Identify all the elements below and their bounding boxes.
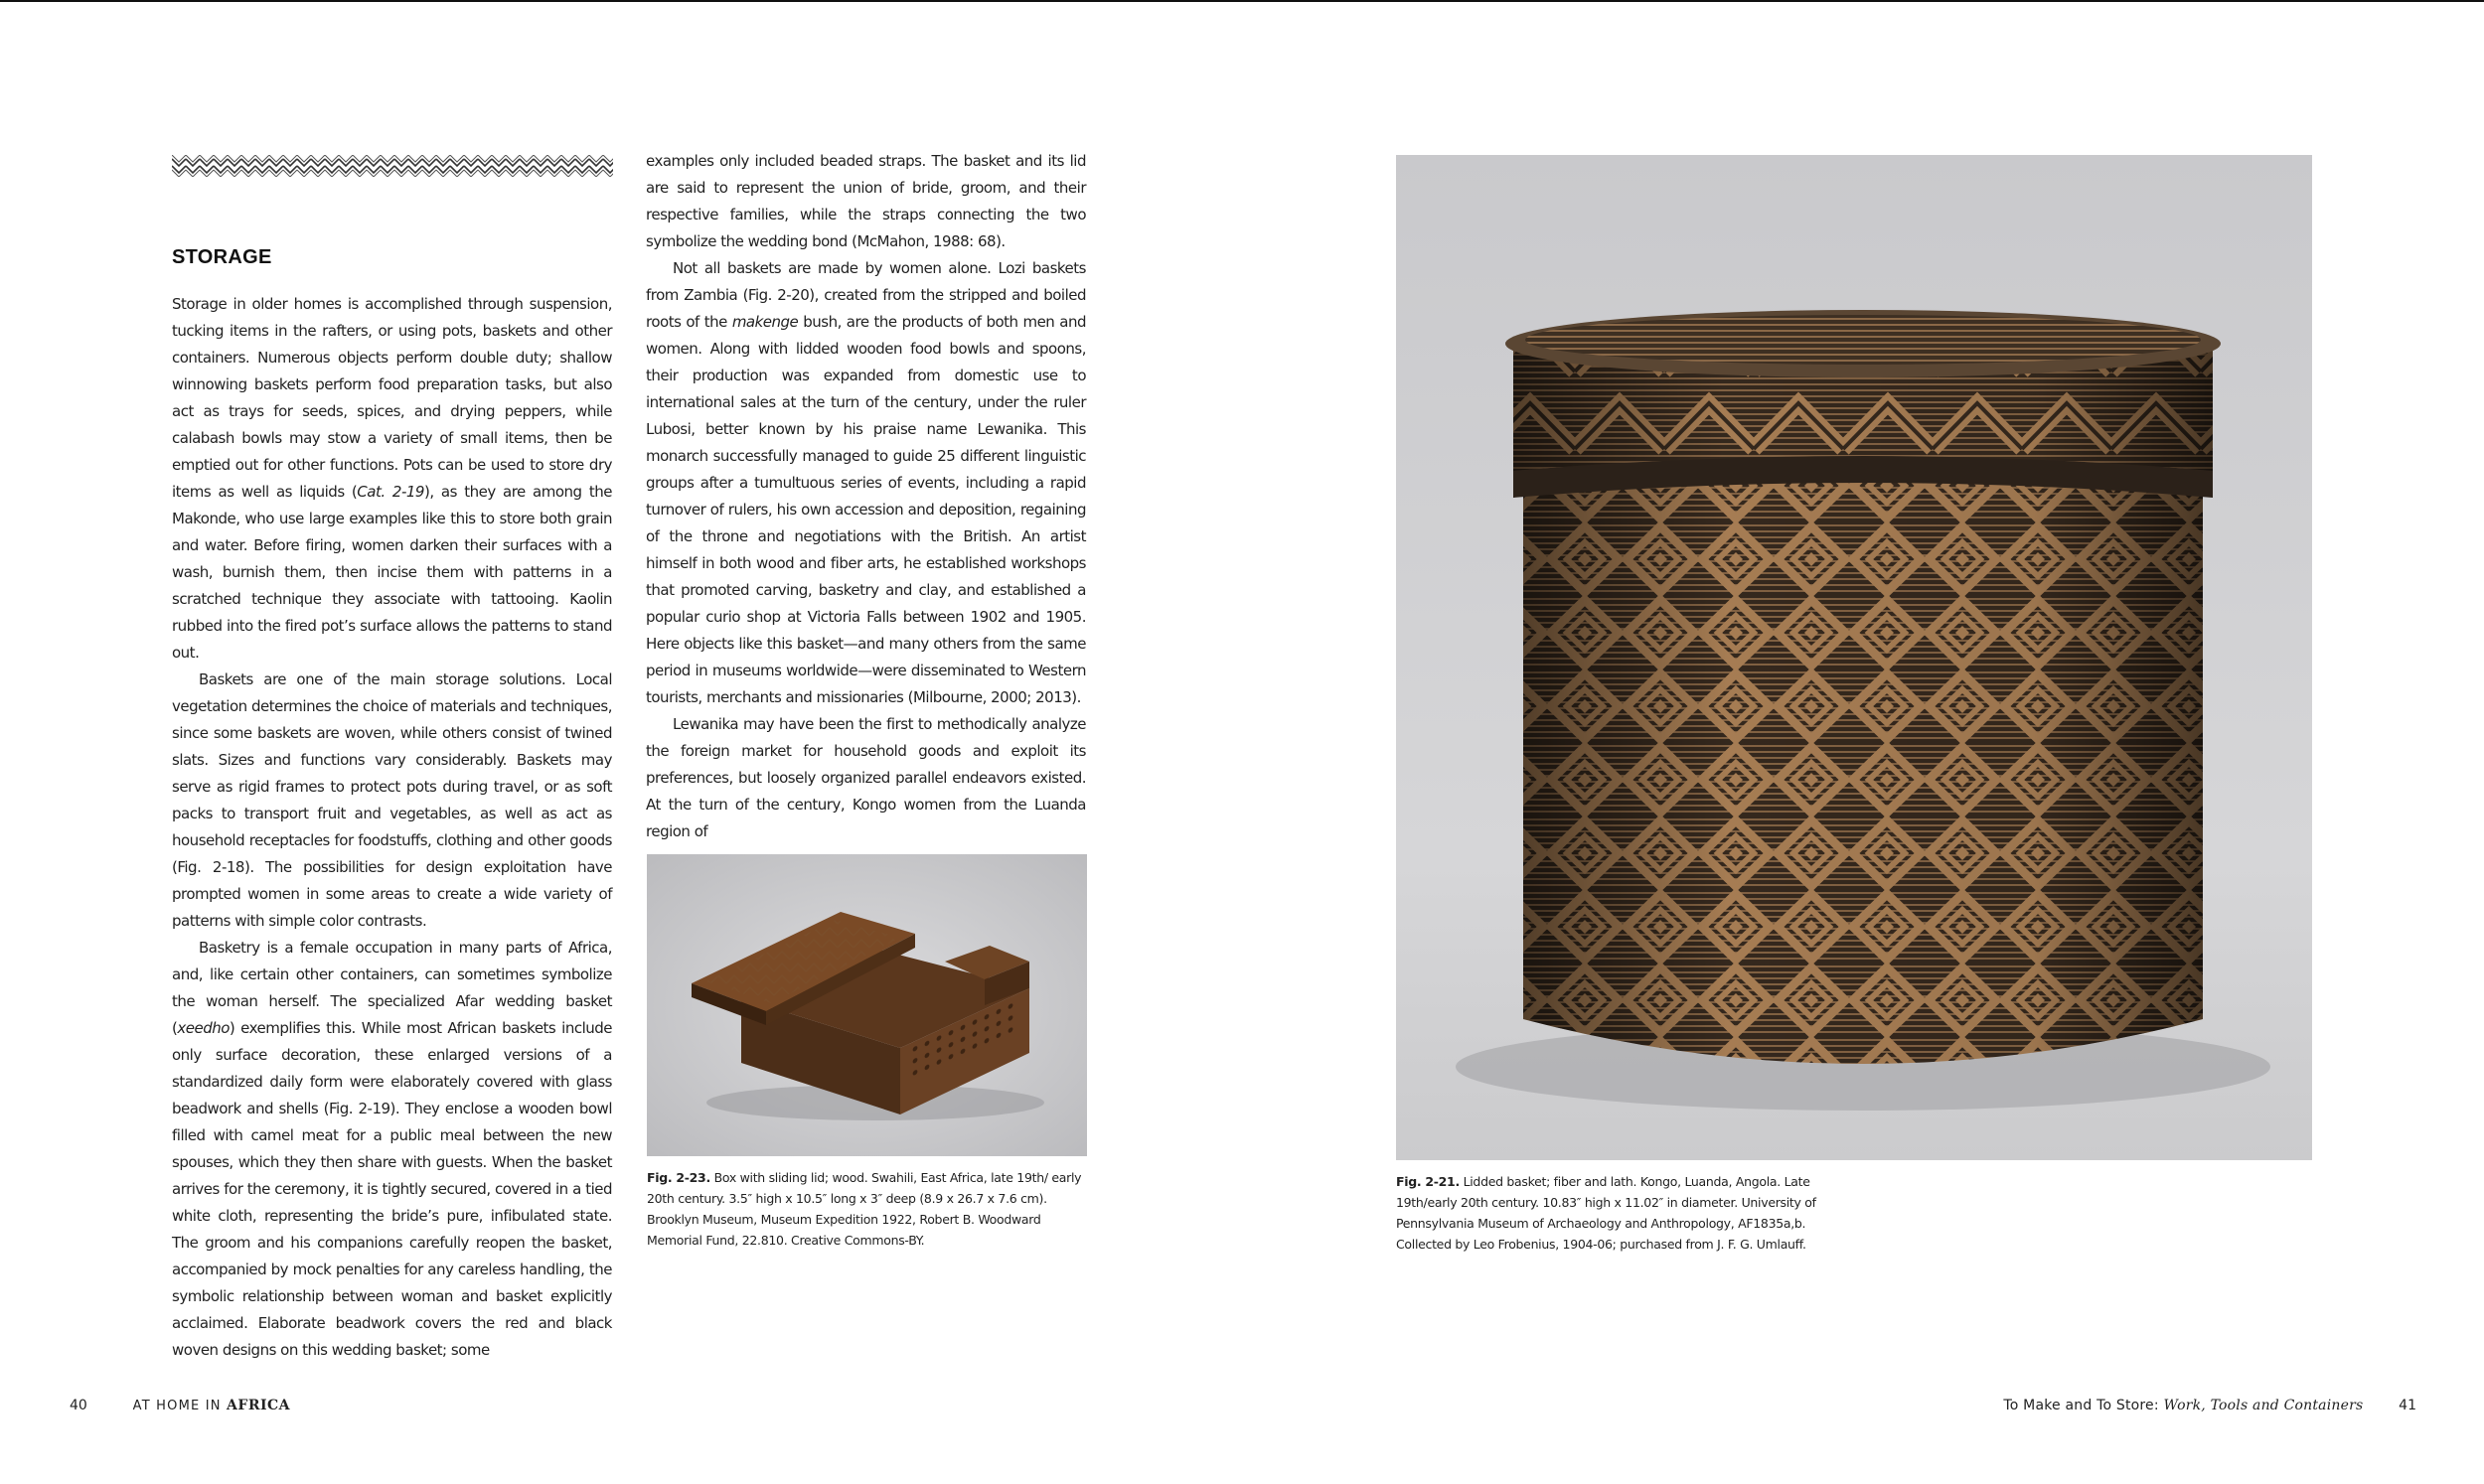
wooden-box-photo: [647, 854, 1087, 1156]
lidded-basket-photo: [1396, 155, 2312, 1160]
running-head-left: AT HOME IN AFRICA: [132, 1398, 291, 1413]
paragraph: Basketry is a female occupation in many parts of Africa, and, like certain other containers, can sometimes symbolize the woman herself. The specialized Afar wedding basket (xeedho) exemplifies this. While most African baskets include only surface decoration, these enlarged versions of a standardized daily form were elaborately covered with glass beadwork and shells (Fig. 2-19). They enclose a wooden bowl filled with camel meat for a public meal between the new spouses, which they then share with guests. When the basket arrives for the ceremony, it is tightly secured, covered in a tied white cloth, representing the bride’s pure, infibulated state. The groom and his companions carefully reopen the basket, accompanied by mock penalties for any careless handling, the symbolic relationship between woman and basket explicitly acclaimed. Elaborate beadwork covers the red and black woven designs on this wedding basket; some: [172, 939, 612, 1359]
running-head-right: To Make and To Store: Work, Tools and Containers: [2003, 1398, 2364, 1413]
figure-caption-2-21: Fig. 2-21. Lidded basket; fiber and lath. Kongo, Luanda, Angola. Late 19th/early 20th century. 10.83″ high x 11.02″ in diameter. University of Pennsylvania Museum of Archaeology and Anthropology, AF1835a,b. Collected by Leo Frobenius, 1904-06; purchased from J. F. G. Umlauff.: [1396, 1174, 1816, 1252]
figure-caption-2-23: Fig. 2-23. Box with sliding lid; wood. Swahili, East Africa, late 19th/ early 20th century. 3.5″ high x 10.5″ long x 3″ deep (8.9 x 26.7 x 7.6 cm). Brooklyn Museum, Museum Expedition 1922, Robert B. Woodward Memorial Fund, 22.810. Creative Commons-BY.: [647, 1170, 1082, 1248]
paragraph: Lewanika may have been the first to methodically analyze the foreign market for household goods and exploit its preferences, but loosely organized parallel endeavors existed. At the turn of the century, Kongo women from the Luanda region of: [646, 715, 1086, 840]
paragraph: Baskets are one of the main storage solutions. Local vegetation determines the choice of materials and techniques, since some baskets are woven, while others consist of twined slats. Sizes and functions vary considerably. Baskets may serve as rigid frames to protect pots during travel, or as soft packs to transport fruit and vegetables, as well as act as household receptacles for foodstuffs, clothing and other goods (Fig. 2-18). The possibilities for design exploitation have prompted women in some areas to create a wide variety of patterns with simple color contrasts.: [172, 670, 612, 930]
paragraph: Storage in older homes is accomplished through suspension, tucking items in the rafters, or using pots, baskets and other containers. Numerous objects perform double duty; shallow winnowing baskets perform food preparation tasks, but also act as trays for seeds, spices, and drying peppers, while calabash bowls may stow a variety of small items, then be emptied out for other functions. Pots can be used to store dry items as well as liquids (Cat. 2-19), as they are among the Makonde, who use large examples like this to store both grain and water. Before firing, women darken their surfaces with a wash, burnish them, then incise them with patterns in a scratched technique they associate with tattooing. Kaolin rubbed into the fired pot’s surface allows the patterns to stand out.: [172, 295, 612, 662]
section-title: STORAGE: [172, 246, 272, 268]
text-column-2: [646, 148, 1086, 845]
paragraph: examples only included beaded straps. The basket and its lid are said to represent the union of bride, groom, and their respective families, while the straps connecting the two symbolize the wedding bond (McMahon, 1988: 68).: [646, 152, 1086, 250]
zigzag-ornament: [172, 155, 613, 177]
folio-left: [70, 1397, 290, 1413]
paragraph: Not all baskets are made by women alone. Lozi baskets from Zambia (Fig. 2-20), created from the stripped and boiled roots of the makenge bush, are the products of both men and women. Along with lidded wooden food bowls and spoons, their production was expanded from domestic use to international sales at the turn of the century, under the ruler Lubosi, better known by his praise name Lewanika. This monarch successfully managed to guide 25 different linguistic groups after a tumultuous series of events, including a rapid turnover of rulers, his own accession and deposition, regaining of the throne and negotiations with the British. An artist himself in both wood and fiber arts, he established workshops that promoted carving, basketry and clay, and established a popular curio shop at Victoria Falls between 1902 and 1905. Here objects like this basket—and many others from the same period in museums worldwide—were disseminated to Western tourists, merchants and missionaries (Milbourne, 2000; 2013).: [646, 259, 1086, 706]
page-top-edge: [0, 0, 2484, 2]
text-column-1: [172, 291, 612, 1364]
page-number-right: 41: [2399, 1398, 2416, 1413]
folio-right: [2003, 1397, 2416, 1413]
page-number-left: 40: [70, 1398, 87, 1413]
